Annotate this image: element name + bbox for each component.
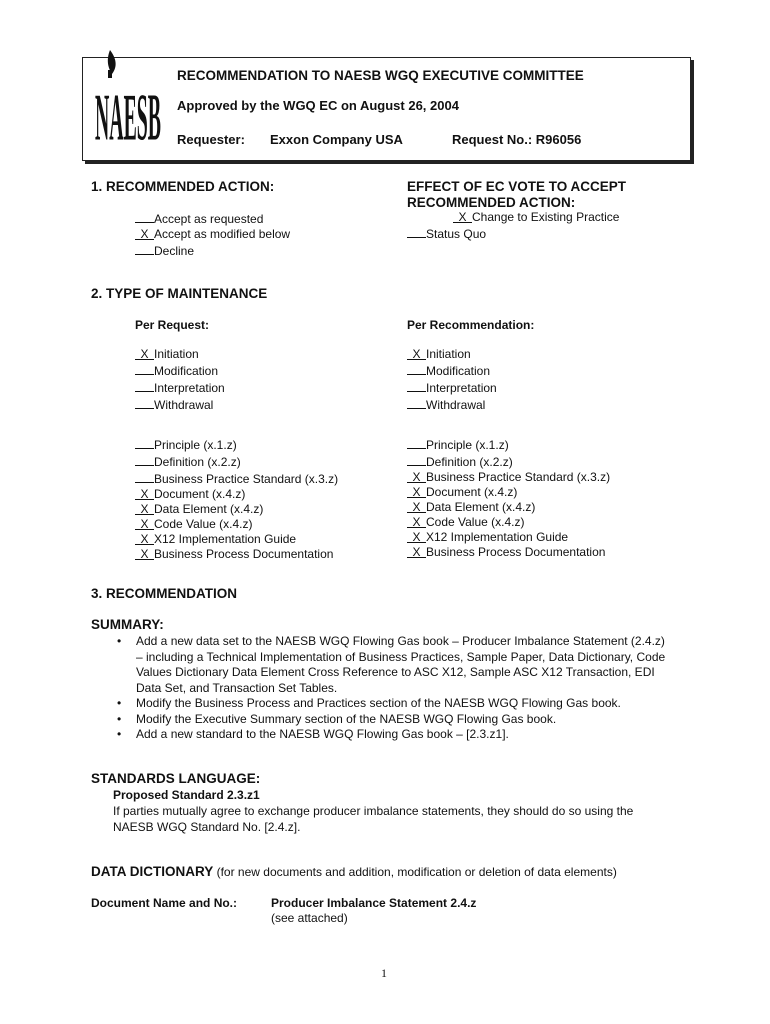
section-1-heading: 1. RECOMMENDED ACTION: (91, 179, 275, 194)
section-3-heading: 3. RECOMMENDATION (91, 586, 238, 601)
effect-heading-line1: EFFECT OF EC VOTE TO ACCEPT (407, 179, 627, 194)
checkbox-item[interactable]: X Business Practice Standard (x.3.z) (407, 470, 610, 485)
per-recommendation-label: Per Recommendation: (407, 318, 535, 332)
header-title: RECOMMENDATION TO NAESB WGQ EXECUTIVE COMMITTEE (177, 68, 584, 83)
checkbox-item[interactable]: Principle (x.1.z) (135, 436, 338, 453)
data-dictionary-note: (for new documents and addition, modification or deletion of data elements) (216, 865, 617, 879)
checkbox-item[interactable]: Principle (x.1.z) (407, 436, 610, 453)
checkbox-item[interactable]: Modification (135, 362, 225, 379)
checkbox-item[interactable]: Definition (x.2.z) (407, 453, 610, 470)
checkbox-item[interactable]: X X12 Implementation Guide (407, 530, 610, 545)
requester-value: Exxon Company USA (270, 132, 403, 147)
checkbox-item[interactable]: Interpretation (407, 379, 497, 396)
checkbox-item[interactable]: X Code Value (x.4.z) (135, 517, 338, 532)
checkbox-item[interactable]: Accept as requested (135, 210, 290, 227)
proposed-standard-title: Proposed Standard 2.3.z1 (113, 788, 260, 802)
page-number: 1 (381, 966, 387, 980)
checkbox-item[interactable]: X Initiation (135, 347, 225, 362)
checkbox-item[interactable]: X X12 Implementation Guide (135, 532, 338, 547)
requester-label: Requester: (177, 132, 245, 147)
document-name-note: (see attached) (271, 911, 348, 925)
checkbox-item[interactable]: X Initiation (407, 347, 497, 362)
checkbox-item[interactable]: X Accept as modified below (135, 227, 290, 242)
checkbox-item[interactable]: Withdrawal (407, 396, 497, 413)
checkbox-item[interactable]: Business Practice Standard (x.3.z) (135, 470, 338, 487)
checkbox-item[interactable]: X Data Element (x.4.z) (407, 500, 610, 515)
summary-list (109, 634, 669, 743)
checkbox-item[interactable]: X Business Process Documentation (135, 547, 338, 562)
checkbox-item[interactable]: X Code Value (x.4.z) (407, 515, 610, 530)
standard-text-line2: NAESB WGQ Standard No. [2.4.z]. (113, 820, 301, 834)
request-number: Request No.: R96056 (452, 132, 582, 147)
checkbox-item[interactable]: X Document (x.4.z) (407, 485, 610, 500)
summary-item: • Modify the Executive Summary section of the NAESB WGQ Flowing Gas book. (109, 712, 669, 728)
document-name-label: Document Name and No.: (91, 896, 238, 910)
checkbox-item[interactable]: X Business Process Documentation (407, 545, 610, 560)
standards-language-label: STANDARDS LANGUAGE: (91, 771, 261, 786)
effect-heading-line2: RECOMMENDED ACTION: (407, 195, 576, 210)
recommended-action-list (135, 210, 290, 259)
svg-text:NAESB: NAESB (95, 81, 161, 146)
checkbox-item[interactable]: Definition (x.2.z) (135, 453, 338, 470)
checkbox-item[interactable]: Modification (407, 362, 497, 379)
checkbox-item[interactable]: Status Quo (407, 225, 619, 242)
request-items-list (135, 436, 338, 562)
checkbox-item[interactable]: X Data Element (x.4.z) (135, 502, 338, 517)
request-type-list (135, 347, 225, 413)
checkbox-item[interactable]: Withdrawal (135, 396, 225, 413)
summary-item: • Add a new data set to the NAESB WGQ Flowing Gas book – Producer Imbalance Statement (2.4.z) – including a Technical Implementation of Business Practices, Sample Paper, Data Dictionary, Code Values Dictionary Data Element Cross Reference to ASC X12, Sample ASC X12 Transaction, EDI Data Set, and Transaction Set Tables. (109, 634, 669, 696)
checkbox-item[interactable]: Decline (135, 242, 290, 259)
summary-item: • Add a new standard to the NAESB WGQ Flowing Gas book – [2.3.z1]. (109, 727, 669, 743)
data-dictionary-label: DATA DICTIONARY (91, 864, 214, 879)
data-dictionary-line (91, 864, 617, 879)
effect-list (407, 210, 619, 242)
checkbox-item[interactable]: X Document (x.4.z) (135, 487, 338, 502)
per-request-label: Per Request: (135, 318, 210, 332)
document-name-value: Producer Imbalance Statement 2.4.z (271, 896, 477, 910)
standard-text-line1: If parties mutually agree to exchange producer imbalance statements, they should do so using the (113, 804, 634, 818)
section-2-heading: 2. TYPE OF MAINTENANCE (91, 286, 268, 301)
checkbox-item[interactable]: Interpretation (135, 379, 225, 396)
approval-line: Approved by the WGQ EC on August 26, 2004 (177, 98, 459, 113)
recommendation-items-list (407, 436, 610, 560)
naesb-logo (92, 48, 164, 146)
recommendation-type-list (407, 347, 497, 413)
checkbox-item[interactable]: X Change to Existing Practice (407, 210, 619, 225)
summary-item: • Modify the Business Process and Practices section of the NAESB WGQ Flowing Gas book. (109, 696, 669, 712)
summary-label: SUMMARY: (91, 617, 164, 632)
